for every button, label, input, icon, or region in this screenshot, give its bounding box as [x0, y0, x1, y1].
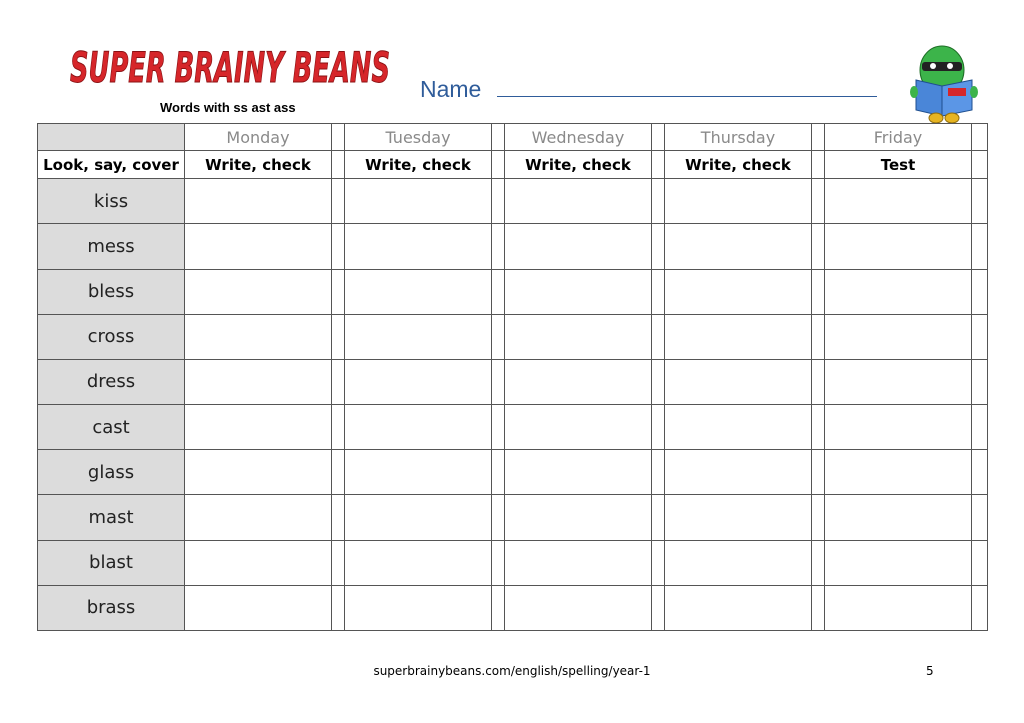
corner-cell — [38, 124, 185, 151]
task-friday: Test — [825, 151, 972, 179]
worksheet-subtitle: Words with ss ast ass — [160, 100, 296, 115]
write-cell[interactable] — [185, 540, 332, 585]
spelling-word: cross — [38, 314, 185, 359]
test-cell[interactable] — [825, 450, 972, 495]
bean-mascot-icon — [910, 42, 978, 124]
test-cell[interactable] — [825, 540, 972, 585]
test-cell[interactable] — [825, 405, 972, 450]
write-cell[interactable] — [505, 540, 652, 585]
write-cell[interactable] — [665, 405, 812, 450]
word-row — [38, 585, 988, 630]
word-row — [38, 495, 988, 540]
test-cell[interactable] — [825, 585, 972, 630]
write-cell[interactable] — [665, 359, 812, 404]
write-cell[interactable] — [185, 179, 332, 224]
write-cell[interactable] — [665, 179, 812, 224]
word-row — [38, 269, 988, 314]
spelling-word: kiss — [38, 179, 185, 224]
write-cell[interactable] — [345, 585, 492, 630]
word-row — [38, 179, 988, 224]
word-row — [38, 314, 988, 359]
spelling-practice-table — [37, 123, 988, 631]
write-cell[interactable] — [665, 224, 812, 269]
write-cell[interactable] — [665, 585, 812, 630]
page-number: 5 — [926, 664, 934, 678]
day-monday: Monday — [185, 124, 332, 151]
word-row — [38, 224, 988, 269]
day-header-row — [38, 124, 988, 151]
write-cell[interactable] — [665, 269, 812, 314]
word-row — [38, 405, 988, 450]
super-brainy-beans-logo — [68, 44, 394, 90]
day-tuesday: Tuesday — [345, 124, 492, 151]
write-cell[interactable] — [505, 269, 652, 314]
spelling-word: bless — [38, 269, 185, 314]
word-row — [38, 359, 988, 404]
write-cell[interactable] — [185, 585, 332, 630]
write-cell[interactable] — [505, 314, 652, 359]
task-tuesday: Write, check — [345, 151, 492, 179]
test-cell[interactable] — [825, 314, 972, 359]
write-cell[interactable] — [505, 405, 652, 450]
svg-text:SUPER BRAINY BEANS: SUPER BRAINY BEANS — [70, 44, 390, 90]
name-label: Name — [420, 76, 482, 102]
spelling-word: mess — [38, 224, 185, 269]
write-cell[interactable] — [185, 224, 332, 269]
footer-url: superbrainybeans.com/english/spelling/year-1 — [373, 664, 651, 678]
day-wednesday: Wednesday — [505, 124, 652, 151]
write-cell[interactable] — [665, 495, 812, 540]
write-cell[interactable] — [345, 269, 492, 314]
task-monday: Write, check — [185, 151, 332, 179]
spelling-word: glass — [38, 450, 185, 495]
test-cell[interactable] — [825, 179, 972, 224]
test-cell[interactable] — [825, 269, 972, 314]
write-cell[interactable] — [185, 405, 332, 450]
day-thursday: Thursday — [665, 124, 812, 151]
task-thursday: Write, check — [665, 151, 812, 179]
spelling-word: blast — [38, 540, 185, 585]
spelling-word: brass — [38, 585, 185, 630]
write-cell[interactable] — [345, 540, 492, 585]
write-cell[interactable] — [185, 269, 332, 314]
write-cell[interactable] — [505, 179, 652, 224]
word-row — [38, 450, 988, 495]
write-cell[interactable] — [345, 179, 492, 224]
write-cell[interactable] — [345, 405, 492, 450]
write-cell[interactable] — [345, 359, 492, 404]
write-cell[interactable] — [345, 495, 492, 540]
word-row — [38, 540, 988, 585]
spelling-word: mast — [38, 495, 185, 540]
write-cell[interactable] — [665, 450, 812, 495]
look-say-cover-header: Look, say, cover — [38, 151, 185, 179]
write-cell[interactable] — [505, 585, 652, 630]
day-friday: Friday — [825, 124, 972, 151]
write-cell[interactable] — [345, 450, 492, 495]
write-cell[interactable] — [185, 495, 332, 540]
write-cell[interactable] — [185, 450, 332, 495]
name-write-line — [497, 96, 877, 97]
write-cell[interactable] — [505, 359, 652, 404]
task-header-row — [38, 151, 988, 179]
write-cell[interactable] — [345, 224, 492, 269]
write-cell[interactable] — [185, 359, 332, 404]
spelling-word: cast — [38, 405, 185, 450]
task-wednesday: Write, check — [505, 151, 652, 179]
spelling-word: dress — [38, 359, 185, 404]
write-cell[interactable] — [505, 450, 652, 495]
write-cell[interactable] — [665, 314, 812, 359]
test-cell[interactable] — [825, 495, 972, 540]
write-cell[interactable] — [185, 314, 332, 359]
write-cell[interactable] — [665, 540, 812, 585]
write-cell[interactable] — [345, 314, 492, 359]
test-cell[interactable] — [825, 359, 972, 404]
write-cell[interactable] — [505, 495, 652, 540]
test-cell[interactable] — [825, 224, 972, 269]
write-cell[interactable] — [505, 224, 652, 269]
